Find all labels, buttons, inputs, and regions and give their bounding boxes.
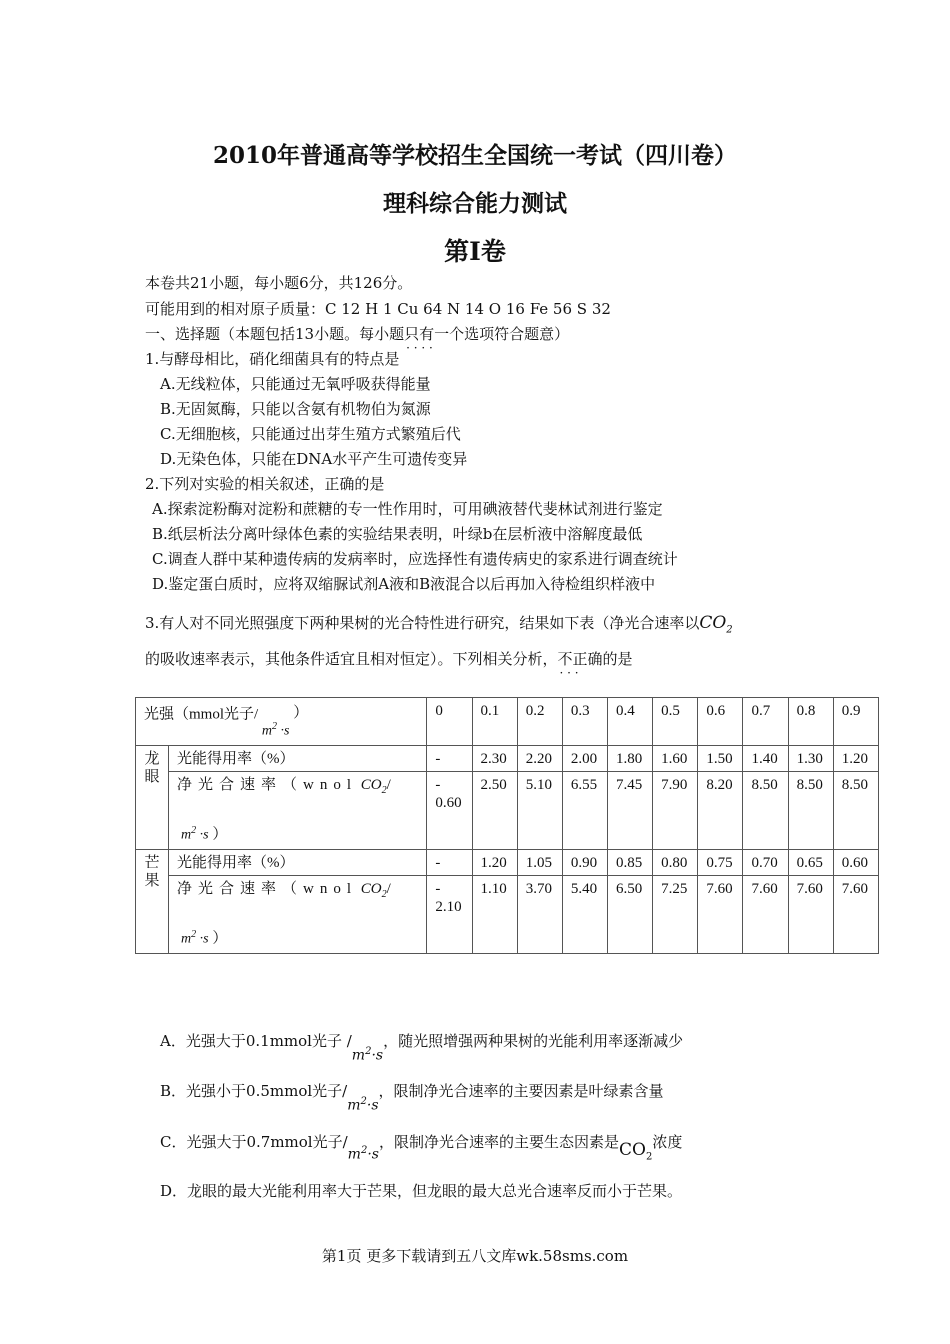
net-label: 净光合速率（wnol	[177, 881, 358, 897]
value-cell: -	[427, 746, 472, 772]
fruit-name-cell: 龙眼	[136, 746, 169, 850]
value-cell: 8.50	[833, 772, 878, 850]
volume-title: 第I卷	[444, 237, 506, 266]
unit-m: m	[351, 1048, 366, 1064]
emphasis-text: 不正确 · · ·	[558, 650, 603, 668]
q3-stem-line-2	[145, 650, 633, 668]
value-cell: 1.80	[608, 746, 653, 772]
value-cell: 7.60	[698, 876, 743, 954]
q2-stem: 2.下列对实验的相关叙述，正确的是	[145, 475, 385, 493]
co2-formula	[360, 881, 387, 900]
co2-formula	[699, 613, 733, 636]
value-cell: 6.55	[562, 772, 607, 850]
q3-option-c	[160, 1131, 683, 1163]
co2-subscript: 2	[645, 1151, 653, 1163]
unit-sup: 2	[360, 1096, 367, 1108]
q3-stem-prefix: 的吸收速率表示，其他条件适宜且相对恒定）。下列相关分析，	[145, 650, 558, 668]
q2-option-c: C.调查人群中某种遗传病的发病率时，应选择性有遗传病史的家系进行调查统计	[152, 550, 678, 568]
value-cell: - 2.10	[427, 876, 472, 954]
value-cell: 1.50	[698, 746, 743, 772]
unit-s: ·s	[367, 1147, 379, 1163]
value-cell: 1.10	[472, 876, 517, 954]
table-row	[136, 772, 879, 850]
unit-m: m	[347, 1098, 361, 1114]
value-cell: - 0.60	[427, 772, 472, 850]
intro-line-2: 可能用到的相对原子质量：C 12 H 1 Cu 64 N 14 O 16 Fe 56 S 32	[145, 300, 611, 318]
q3-stem-line-1	[145, 614, 733, 639]
row-label-net: 净光合速率（wnol $CO_2/$ $m^2 \cdot s$ ）	[169, 772, 427, 850]
table-header-row	[136, 698, 879, 746]
exam-title: 2010年普通高等学校招生全国统一考试（四川卷）	[212, 142, 737, 169]
co2-formula	[360, 777, 387, 796]
unit-m2s	[352, 1046, 383, 1064]
section-suffix: 选项符合题意）	[464, 325, 570, 343]
q3-option-a	[160, 1030, 684, 1064]
value-cell: 5.40	[562, 876, 607, 954]
value-cell: 0.60	[833, 850, 878, 876]
unit-m: m	[261, 723, 273, 739]
section-prefix: 一、选择题（本题包括13小题。每小题	[145, 325, 405, 343]
co2-subscript: 2	[381, 889, 387, 900]
intensity-cell: 0.3	[562, 698, 607, 746]
co2-formula	[618, 1140, 653, 1163]
intensity-cell: 0.2	[517, 698, 562, 746]
unit-close: ）	[212, 930, 228, 947]
unit-s: ·s	[366, 1098, 379, 1114]
value-cell: 8.20	[698, 772, 743, 850]
intensity-cell: 0.8	[788, 698, 833, 746]
value-cell: 2.50	[472, 772, 517, 850]
q1-option-b: B.无固氮酶，只能以含氨有机物伯为氮源	[160, 400, 431, 418]
q3-stem-suffix: 的是	[602, 650, 633, 668]
value-cell: 8.50	[788, 772, 833, 850]
value-cell: -	[427, 850, 472, 876]
value-cell: 7.60	[743, 876, 788, 954]
value-cell: 1.30	[788, 746, 833, 772]
intensity-cell: 0.9	[833, 698, 878, 746]
value-cell: 7.25	[653, 876, 698, 954]
co2-text: CO	[699, 613, 727, 633]
net-label: 净光合速率（wnol	[177, 777, 358, 793]
value-cell: 7.60	[788, 876, 833, 954]
table-row	[136, 850, 879, 876]
unit-m2s	[181, 926, 209, 949]
unit-s: ·s	[371, 1048, 384, 1064]
value-cell: 3.70	[517, 876, 562, 954]
unit-m2s	[262, 718, 290, 741]
q2-option-a: A.探索淀粉酶对淀粉和蔗糖的专一性作用时，可用碘液替代斐林试剂进行鉴定	[152, 500, 663, 518]
co2-text: CO	[618, 1140, 646, 1160]
header-label-cell	[136, 698, 427, 746]
table-row	[136, 746, 879, 772]
value-cell: 0.75	[698, 850, 743, 876]
value-cell: 1.60	[653, 746, 698, 772]
intensity-cell: 0.5	[653, 698, 698, 746]
option-text: ，限制净光合速率的主要生态因素是	[378, 1133, 619, 1151]
option-text: A．光强大于0.1mmol光子 /	[160, 1032, 352, 1050]
unit-s: ·s	[196, 827, 209, 843]
value-cell: 1.20	[472, 850, 517, 876]
co2-text: CO	[360, 777, 382, 793]
value-cell: 1.20	[833, 746, 878, 772]
intensity-cell: 0.7	[743, 698, 788, 746]
unit-m2s	[348, 1145, 379, 1163]
value-cell: 2.00	[562, 746, 607, 772]
intro-line-3	[145, 325, 569, 343]
q2-option-b: B.纸层析法分离叶绿体色素的实验结果表明，叶绿b在层析液中溶解度最低	[152, 525, 643, 543]
header-label: 光强（mmol光子/	[144, 706, 259, 723]
row-label: 光能得用率（%）	[169, 850, 427, 876]
intensity-cell: 0.4	[608, 698, 653, 746]
option-text: B．光强小于0.5mmol光子/	[160, 1082, 348, 1100]
unit-m: m	[181, 827, 192, 843]
value-cell: 0.85	[608, 850, 653, 876]
value-cell: 0.80	[653, 850, 698, 876]
option-text: ，限制净光合速率的主要因素是叶绿素含量	[378, 1082, 664, 1100]
co2-text: CO	[360, 881, 382, 897]
value-cell: 8.50	[743, 772, 788, 850]
value-cell: 5.10	[517, 772, 562, 850]
exam-subtitle: 理科综合能力测试	[383, 190, 567, 217]
unit-close: ）	[212, 826, 228, 843]
q1-option-a: A.无线粒体，只能通过无氧呼吸获得能量	[160, 375, 431, 393]
q3-option-d: D．龙眼的最大光能利用率大于芒果，但龙眼的最大总光合速率反而小于芒果。	[160, 1182, 683, 1200]
value-cell: 7.60	[833, 876, 878, 954]
value-cell: 7.90	[653, 772, 698, 850]
value-cell: 7.45	[608, 772, 653, 850]
unit-m: m	[347, 1147, 361, 1163]
unit-m2s	[347, 1096, 378, 1114]
q1-option-c: C.无细胞核，只能通过出芽生殖方式繁殖后代	[160, 425, 461, 443]
intensity-cell: 0.1	[472, 698, 517, 746]
value-cell: 0.65	[788, 850, 833, 876]
unit-s: ·s	[277, 723, 290, 739]
intro-line-1: 本卷共21小题，每小题6分，共126分。	[145, 274, 413, 292]
co2-subscript: 2	[381, 785, 387, 796]
option-text: ，随光照增强两种果树的光能利用率逐渐减少	[383, 1032, 684, 1050]
emphasis-text: 只有一个 · ·	[404, 325, 464, 343]
row-label: 光能得用率（%）	[169, 746, 427, 772]
value-cell: 1.40	[743, 746, 788, 772]
option-text: 浓度	[652, 1133, 683, 1151]
q2-option-d: D.鉴定蛋白质时，应将双缩脲试剂A液和B液混合以后再加入待检组织样液中	[152, 575, 656, 593]
value-cell: 2.30	[472, 746, 517, 772]
unit-line	[177, 926, 420, 949]
unit-s: ·s	[196, 931, 209, 947]
q1-stem: 1.与酵母相比，硝化细菌具有的特点是	[145, 350, 400, 368]
intensity-cell: 0	[427, 698, 472, 746]
photosynthesis-table	[135, 697, 879, 954]
intensity-cell: 0.6	[698, 698, 743, 746]
unit-sup: 2	[360, 1145, 368, 1157]
row-label-net: 净光合速率（wnol $CO_2/$ $m^2 \cdot s$ ）	[169, 876, 427, 954]
unit-m2s	[181, 822, 209, 845]
q3-stem-text: 3.有人对不同光照强度下两种果树的光合特性进行研究，结果如下表（净光合速率以	[145, 614, 700, 632]
table-row	[136, 876, 879, 954]
value-cell: 6.50	[608, 876, 653, 954]
q1-option-d: D.无染色体，只能在DNA水平产生可遗传变异	[160, 450, 468, 468]
value-cell: 2.20	[517, 746, 562, 772]
unit-sup: 2	[191, 929, 197, 940]
fruit-name-cell: 芒果	[136, 850, 169, 954]
page-footer: 第1页 更多下载请到五八文库wk.58sms.com	[321, 1247, 629, 1265]
q3-option-b	[160, 1080, 664, 1114]
unit-sup: 2	[191, 825, 197, 836]
value-cell: 1.05	[517, 850, 562, 876]
option-text: C．光强大于0.7mmol光子/	[160, 1133, 348, 1151]
unit-sup: 2	[272, 721, 278, 732]
value-cell: 0.70	[743, 850, 788, 876]
unit-m: m	[181, 931, 192, 947]
unit-sup: 2	[365, 1046, 372, 1058]
co2-subscript: 2	[726, 624, 733, 636]
unit-line	[177, 822, 420, 845]
value-cell: 0.90	[562, 850, 607, 876]
header-close: ）	[293, 704, 309, 721]
